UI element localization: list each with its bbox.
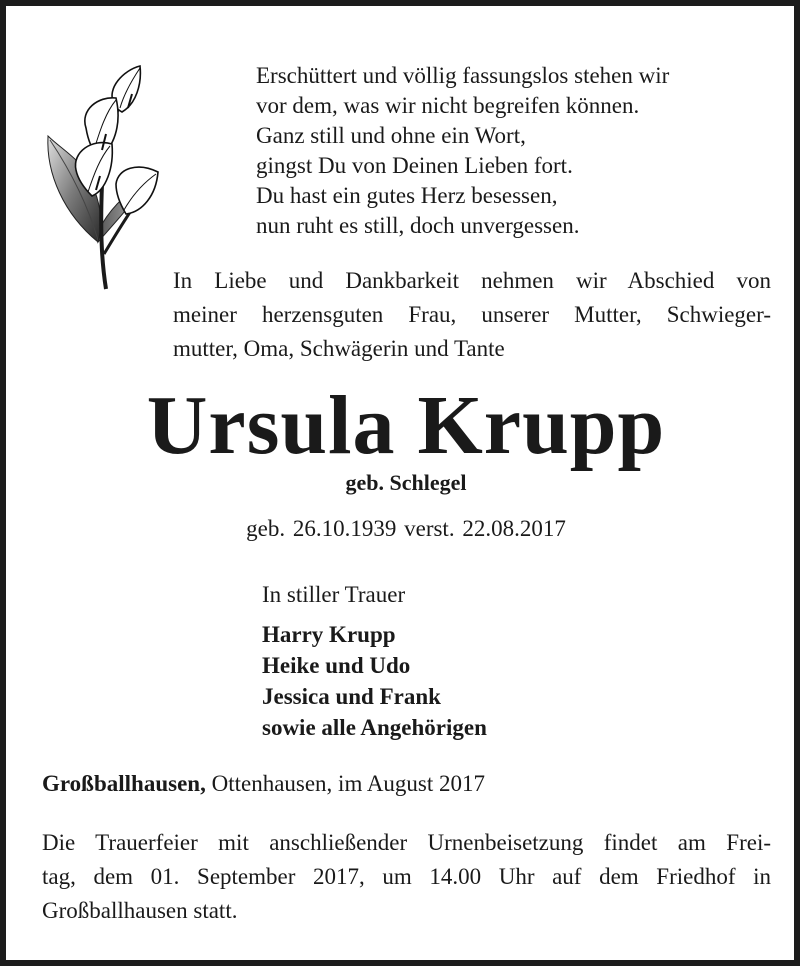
mourner-name: sowie alle Angehörigen (262, 715, 487, 740)
poem-line: Du hast ein gutes Herz besessen, (256, 183, 558, 208)
intro-line: meiner herzensguten Frau, unserer Mutter, Schwieger- (173, 302, 771, 327)
service-line: tag, dem 01. September 2017, um 14.00 Uhr auf dem Friedhof in (42, 864, 771, 889)
service-line: Großballhausen statt. (42, 898, 238, 923)
poem-line: Erschüttert und völlig fassungslos stehen wir (256, 63, 670, 88)
poem-line: nun ruht es still, doch unvergessen. (256, 213, 580, 238)
intro-line: In Liebe und Dankbarkeit nehmen wir Abschied von (173, 268, 771, 293)
mourner-name: Heike und Udo (262, 653, 411, 678)
calla-lily-icon (36, 64, 186, 294)
poem-line: Ganz still und ohne ein Wort, (256, 123, 526, 148)
mourner-name: Harry Krupp (262, 622, 396, 647)
birth-name: geb. Schlegel (345, 470, 467, 495)
service-line: Die Trauerfeier mit anschließender Urnenbeisetzung findet am Frei- (42, 830, 771, 855)
poem-line: vor dem, was wir nicht begreifen können. (256, 93, 640, 118)
intro-paragraph (173, 264, 771, 366)
mourning-heading: In stiller Trauer (262, 582, 406, 607)
place-rest: Ottenhausen, im August 2017 (205, 771, 486, 796)
poem-line: gingst Du von Deinen Lieben fort. (256, 153, 573, 178)
place-town: Großballhausen, (42, 771, 206, 796)
intro-line: mutter, Oma, Schwägerin und Tante (173, 336, 505, 361)
place-date-line (42, 771, 485, 797)
service-paragraph (42, 826, 771, 928)
life-dates: geb. 26.10.1939 verst. 22.08.2017 (246, 516, 566, 541)
mourner-name: Jessica und Frank (262, 684, 441, 709)
deceased-name: Ursula Krupp (146, 379, 666, 472)
